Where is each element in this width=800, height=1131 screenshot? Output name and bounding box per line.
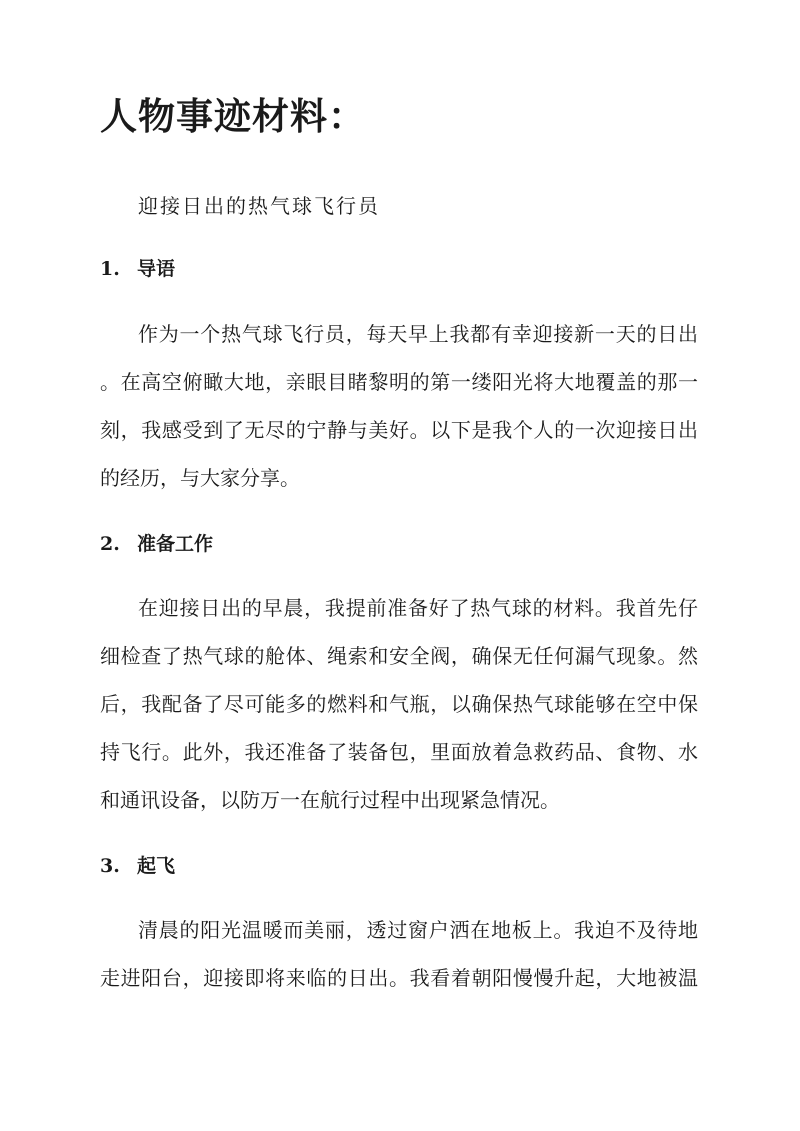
- paragraph-line: 在迎接日出的早晨，我提前准备好了热气球的材料。我首先仔: [138, 596, 698, 620]
- section-paragraph-preparation: [100, 584, 698, 824]
- section-paragraph-intro: [100, 310, 698, 502]
- paragraph-line: 后，我配备了尽可能多的燃料和气瓶，以确保热气球能够在空中保: [100, 692, 698, 716]
- paragraph-line: 和通讯设备，以防万一在航行过程中出现紧急情况。: [100, 788, 560, 812]
- section-title: 导语: [137, 258, 176, 280]
- paragraph-line: 刻，我感受到了无尽的宁静与美好。以下是我个人的一次迎接日出: [100, 418, 698, 442]
- section-title: 起飞: [137, 855, 176, 877]
- paragraph-line: 细检查了热气球的舱体、绳索和安全阀，确保无任何漏气现象。然: [100, 644, 698, 668]
- paragraph-line: 的经历，与大家分享。: [100, 466, 300, 490]
- page-title: 人物事迹材料：: [100, 94, 366, 138]
- section-number: 3.: [100, 855, 120, 877]
- paragraph-line: 走进阳台，迎接即将来临的日出。我看着朝阳慢慢升起，大地被温: [100, 966, 698, 990]
- document-subtitle: 迎接日出的热气球飞行员: [138, 194, 380, 218]
- section-heading-preparation: [100, 533, 213, 556]
- section-number: 1.: [100, 258, 120, 280]
- section-title: 准备工作: [137, 533, 214, 555]
- paragraph-line: 作为一个热气球飞行员，每天早上我都有幸迎接新一天的日出: [138, 322, 698, 346]
- section-heading-intro: [100, 258, 175, 281]
- section-heading-takeoff: [100, 855, 175, 878]
- section-number: 2.: [100, 533, 120, 555]
- paragraph-line: 持飞行。此外，我还准备了装备包，里面放着急救药品、食物、水: [100, 740, 698, 764]
- paragraph-line: 。在高空俯瞰大地，亲眼目睹黎明的第一缕阳光将大地覆盖的那一: [100, 370, 698, 394]
- paragraph-line: 清晨的阳光温暖而美丽，透过窗户洒在地板上。我迫不及待地: [138, 918, 698, 942]
- section-paragraph-takeoff: [100, 906, 698, 1002]
